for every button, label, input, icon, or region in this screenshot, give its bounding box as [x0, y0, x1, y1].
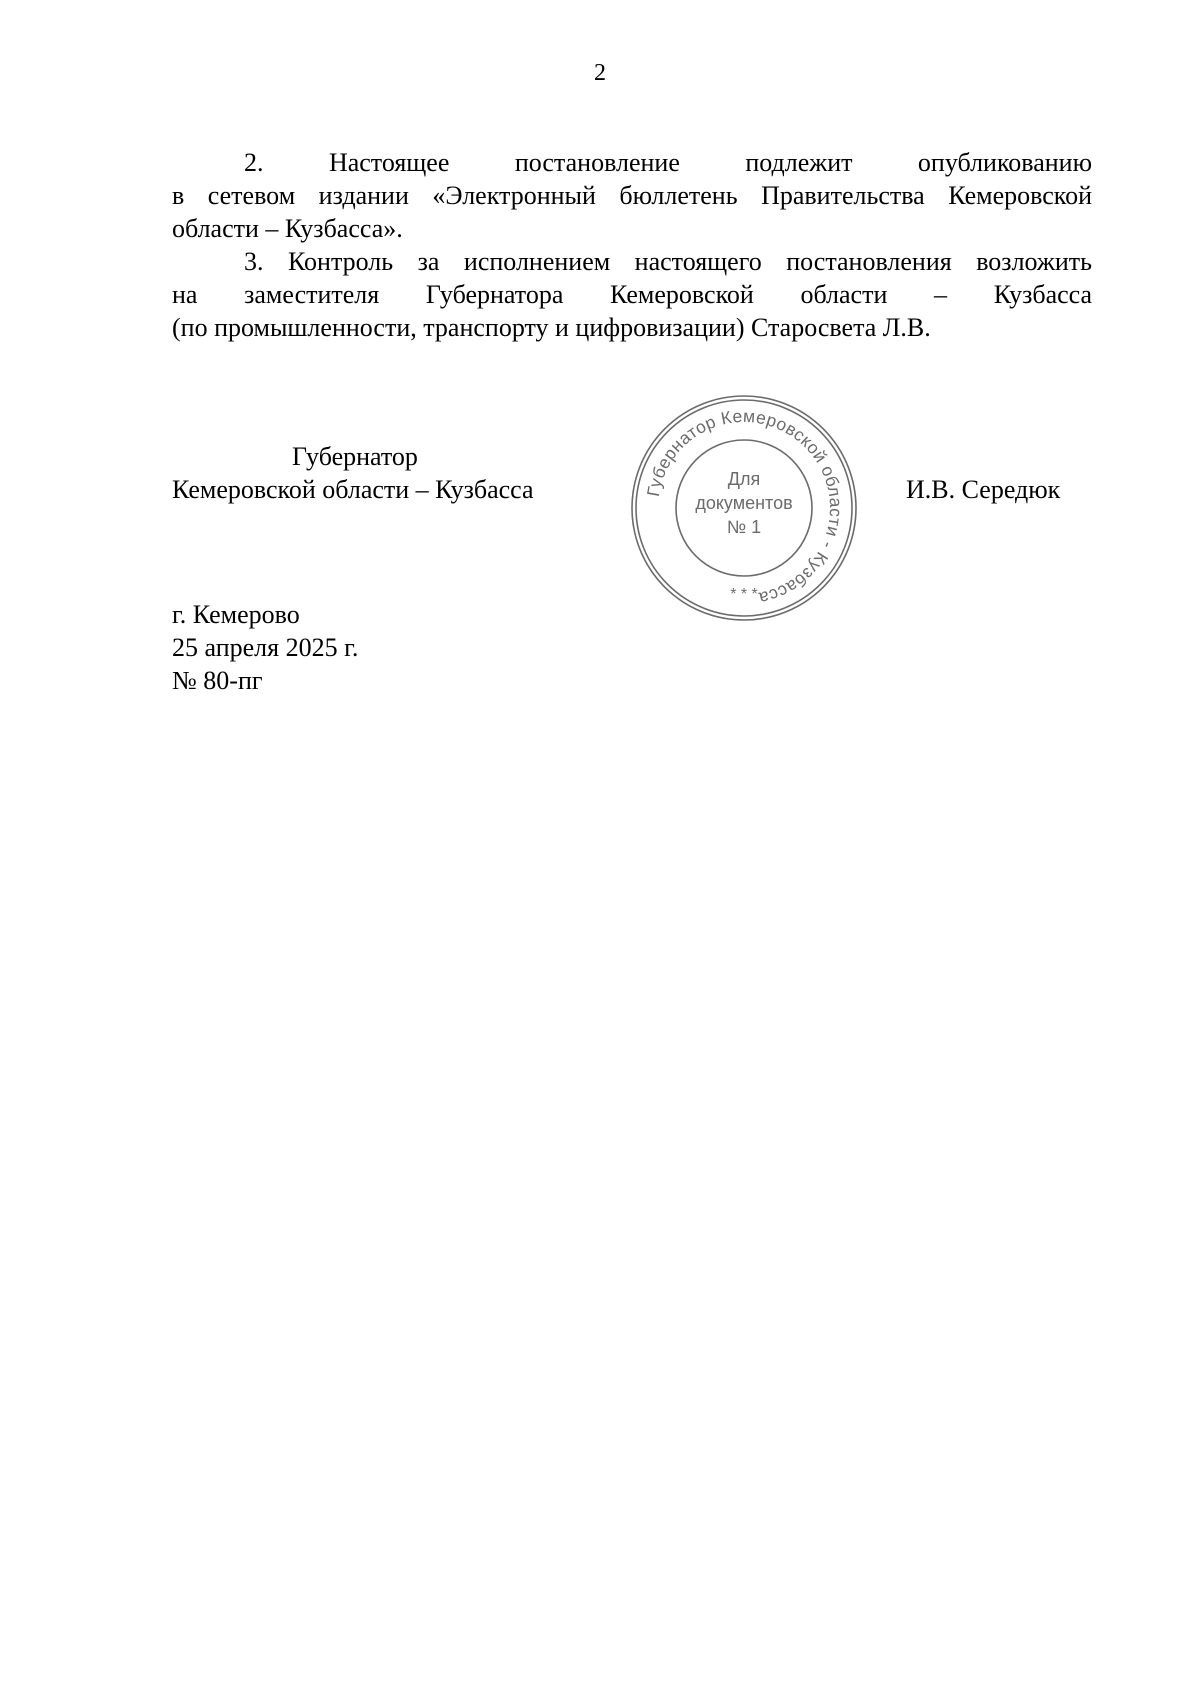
seal-center-line-1: Для	[727, 469, 761, 489]
paragraph-2	[172, 146, 1092, 245]
paragraph-2-line-2: в сетевом издании «Электронный бюллетень Правительства Кемеровской	[172, 181, 1092, 210]
paragraph-3	[172, 245, 1092, 344]
word: области	[800, 280, 888, 309]
signatory-organization: Кемеровской области – Кузбасса	[172, 475, 534, 504]
word: 2.	[244, 148, 264, 177]
seal-graphic	[628, 392, 860, 624]
word: подлежит	[745, 148, 853, 177]
paragraph-2-line-3: области – Кузбасса».	[172, 214, 403, 243]
seal-center-line-2: документов	[695, 493, 793, 513]
signatory-title: Губернатор	[292, 442, 418, 471]
page-number: 2	[594, 60, 606, 86]
word: заместителя	[244, 280, 380, 309]
word: Кемеровской	[610, 280, 754, 309]
signatory-name: И.В. Середюк	[906, 475, 1061, 504]
footer-date: 25 апреля 2025 г.	[172, 633, 359, 662]
official-seal	[628, 392, 860, 624]
document-body	[172, 146, 1092, 344]
word: Губернатора	[425, 280, 564, 309]
word: –	[934, 280, 948, 309]
paragraph-2-first-line	[172, 146, 1092, 179]
seal-center-line-3: № 1	[726, 517, 762, 537]
word: постановление	[514, 148, 680, 177]
paragraph-3-first-line: 3. Контроль за исполнением настоящего постановления возложить	[244, 247, 1092, 276]
seal-ring-text: Губернатор Кемеровской области - Кузбасса	[642, 405, 847, 609]
word: Кузбасса	[993, 280, 1093, 309]
word: Настоящее	[328, 148, 450, 177]
footer-number: № 80-пг	[172, 666, 263, 695]
document-footer	[172, 598, 358, 697]
footer-city: г. Кемерово	[172, 600, 300, 629]
seal-stars: * * *	[730, 586, 758, 603]
paragraph-3-line-3: (по промышленности, транспорту и цифровизации) Старосвета Л.В.	[172, 313, 931, 342]
word: на	[172, 280, 198, 309]
paragraph-3-line-2	[172, 278, 1092, 311]
word: опубликованию	[917, 148, 1092, 177]
